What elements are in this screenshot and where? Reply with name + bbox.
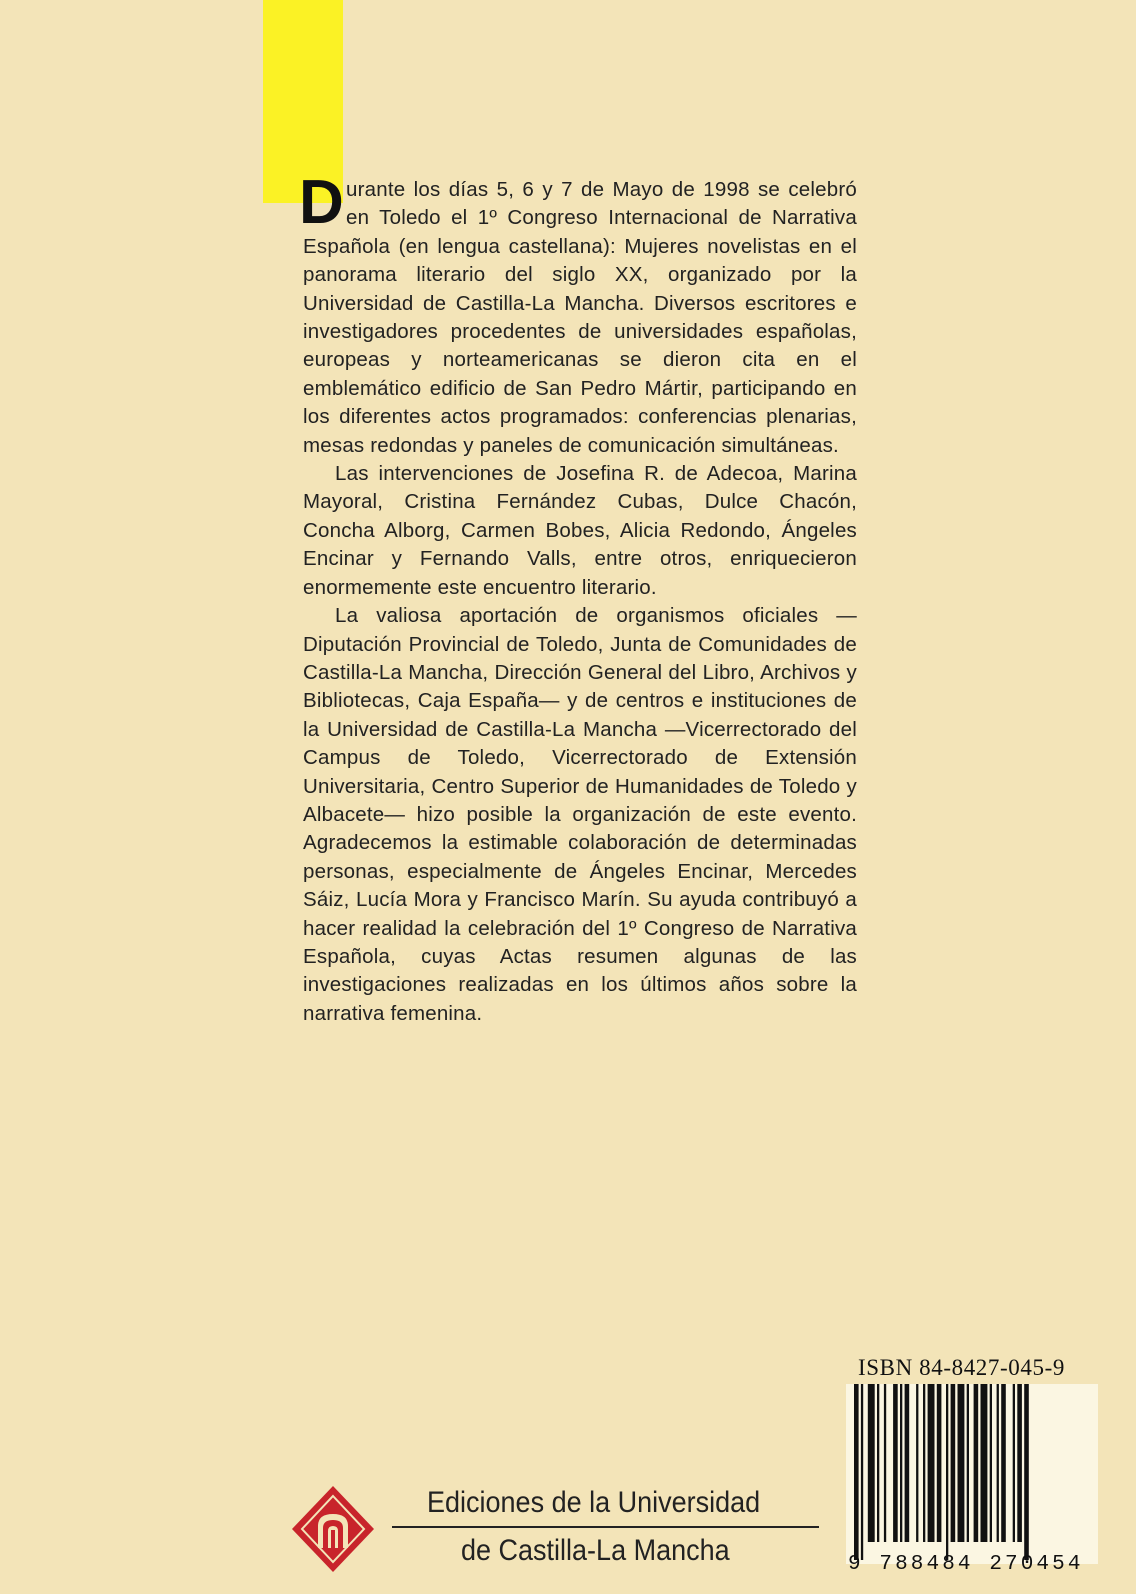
barcode-bar: [1017, 1384, 1022, 1542]
barcode-bar: [974, 1384, 979, 1542]
barcode-bar: [997, 1384, 999, 1542]
isbn-label: ISBN 84-8427-045-9: [858, 1355, 1065, 1380]
barcode-bar: [951, 1384, 956, 1542]
barcode-bar: [877, 1384, 879, 1542]
paragraph-1-text: urante los días 5, 6 y 7 de Mayo de 1998 se celebró en Toledo el 1º Congreso Internacional de Narrativa Española (en lengua castellana): Mujeres novelistas en el panorama literario del siglo XX, organizado por la Universidad de Castilla-La Mancha. Diversos escritores e investigadores procedentes de universidades españolas, europeas y norteamericanas se dieron cita en el emblemático edificio de San Pedro Mártir, participando en los diferentes actos programados: conferencias plenarias, mesas redondas y paneles de comunicación simultáneas.: [303, 178, 857, 457]
publisher-name-line2: de Castilla-La Mancha: [461, 1534, 730, 1567]
barcode-bar: [967, 1384, 969, 1542]
barcode-bar: [946, 1384, 948, 1560]
paragraph-2: Las intervenciones de Josefina R. de Adecoa, Marina Mayoral, Cristina Fernández Cubas, Dulce Chacón, Concha Alborg, Carmen Bobes, Alicia Redondo, Ángeles Encinar y Fernando Valls, entre otros, enriquecieron enormemente este encuentro literario.: [303, 462, 857, 599]
barcode-digits: 9 788484 270454: [848, 1553, 1084, 1576]
publisher-divider: [392, 1526, 819, 1528]
barcode-bar: [900, 1384, 902, 1542]
university-logo: [292, 1486, 374, 1572]
barcode-bar: [981, 1384, 988, 1542]
back-cover-text: [299, 168, 857, 1028]
barcode: [846, 1384, 1098, 1564]
barcode-bar: [854, 1384, 859, 1560]
paragraph-3: La valiosa aportación de organismos oficiales —Diputación Provincial de Toledo, Junta de Comunidades de Castilla-La Mancha, Dirección General del Libro, Archivos y Bibliotecas, Caja España— y de centros e instituciones de la Universidad de Castilla-La Mancha —Vicerrectorado del Campus de Toledo, Vicerrectorado de Extensión Universitaria, Centro Superior de Humanidades de Toledo y Albacete— hizo posible la organización de este evento. Agradecemos la estimable colaboración de determinadas personas, especialmente de Ángeles Encinar, Mercedes Sáiz, Lucía Mora y Francisco Marín. Su ayuda contribuyó a hacer realidad la celebración del 1º Congreso de Narrativa Española, cuyas Actas resumen algunas de las investigaciones realizadas en los últimos años sobre la narrativa femenina.: [303, 604, 857, 1025]
barcode-bar: [861, 1384, 863, 1560]
barcode-bar: [958, 1384, 965, 1542]
barcode-bar: [937, 1384, 942, 1542]
barcode-bar: [893, 1384, 898, 1542]
paragraph-1: [299, 168, 857, 460]
drop-cap: D: [299, 168, 344, 237]
barcode-bar: [868, 1384, 875, 1542]
barcode-bar: [884, 1384, 886, 1542]
barcode-bar: [905, 1384, 910, 1542]
barcode-bar: [1013, 1384, 1015, 1542]
barcode-bar: [990, 1384, 992, 1542]
publisher-name-line1: Ediciones de la Universidad: [427, 1486, 761, 1519]
barcode-bar: [928, 1384, 935, 1542]
barcode-bar: [1001, 1384, 1006, 1542]
barcode-bar: [923, 1384, 925, 1542]
barcode-bar: [916, 1384, 918, 1542]
barcode-bar: [1024, 1384, 1029, 1560]
